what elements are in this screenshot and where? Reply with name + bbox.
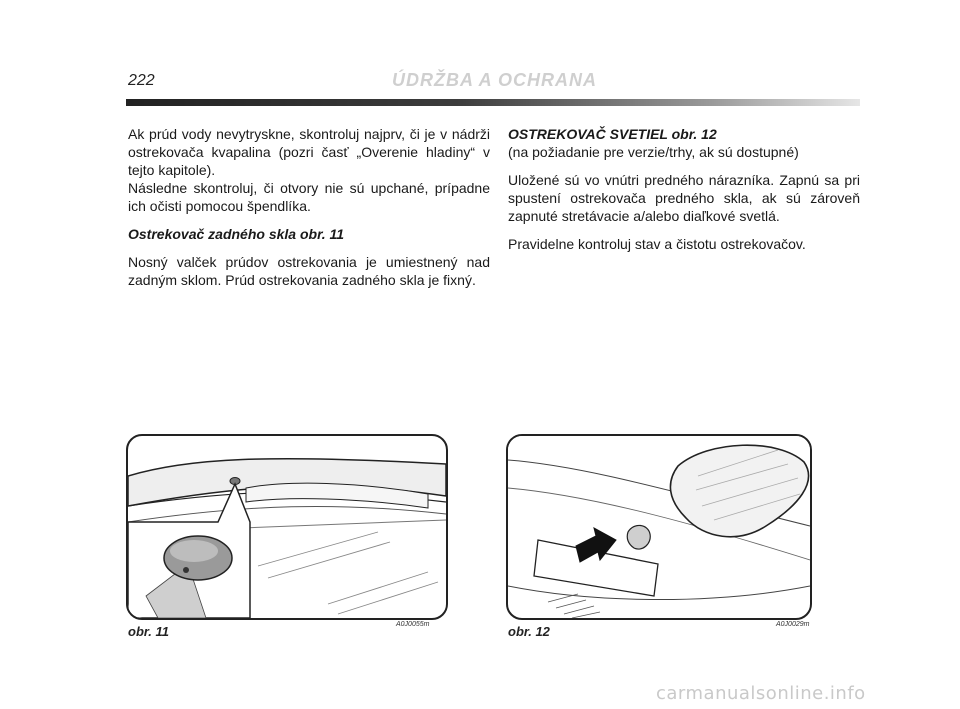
page-number: 222 <box>128 72 155 89</box>
paragraph: Následne skontroluj, či otvory nie sú upchané, prípadne ich očisti pomocou špendlíka. <box>128 180 490 214</box>
subheading: (na požiadanie pre verzie/trhy, ak sú dostupné) <box>508 144 799 160</box>
rear-washer-illustration <box>128 436 446 618</box>
figure-label: obr. 12 <box>508 624 550 639</box>
paragraph: Nosný valček prúdov ostrekovania je umiestnený nad zadným sklom. Prúd ostrekovania zadného skla je fixný. <box>128 254 490 288</box>
headlight-washer-illustration <box>508 436 810 618</box>
left-column <box>128 125 490 289</box>
paragraph: Uložené sú vo vnútri predného nárazníka. Zapnú sa pri spustení ostrekovača predného skla, ak sú zároveň zapnuté stretávacie a/alebo diaľkové svetlá. <box>508 172 860 224</box>
watermark: carmanualsonline.info <box>656 683 866 704</box>
figure-rear-washer <box>126 434 448 620</box>
paragraph: Pravidelne kontroluj stav a čistotu ostrekovačov. <box>508 236 806 252</box>
right-column <box>508 125 860 253</box>
figure-code: A0J0029m <box>776 621 810 628</box>
figure-headlight-washer <box>506 434 812 620</box>
section-title: ÚDRŽBA A OCHRANA <box>392 70 597 90</box>
section-heading: Ostrekovač zadného skla obr. 11 <box>128 226 345 242</box>
header-rule <box>126 99 860 106</box>
paragraph: Ak prúd vody nevytryskne, skontroluj najprv, či je v nádrži ostrekovača kvapalina (pozri časť „Overenie hladiny“ v tejto kapitole). <box>128 126 490 178</box>
section-heading: OSTREKOVAČ SVETIEL obr. 12 <box>508 126 717 142</box>
figure-code: A0J0055m <box>396 621 430 628</box>
figure-label: obr. 11 <box>128 624 169 639</box>
